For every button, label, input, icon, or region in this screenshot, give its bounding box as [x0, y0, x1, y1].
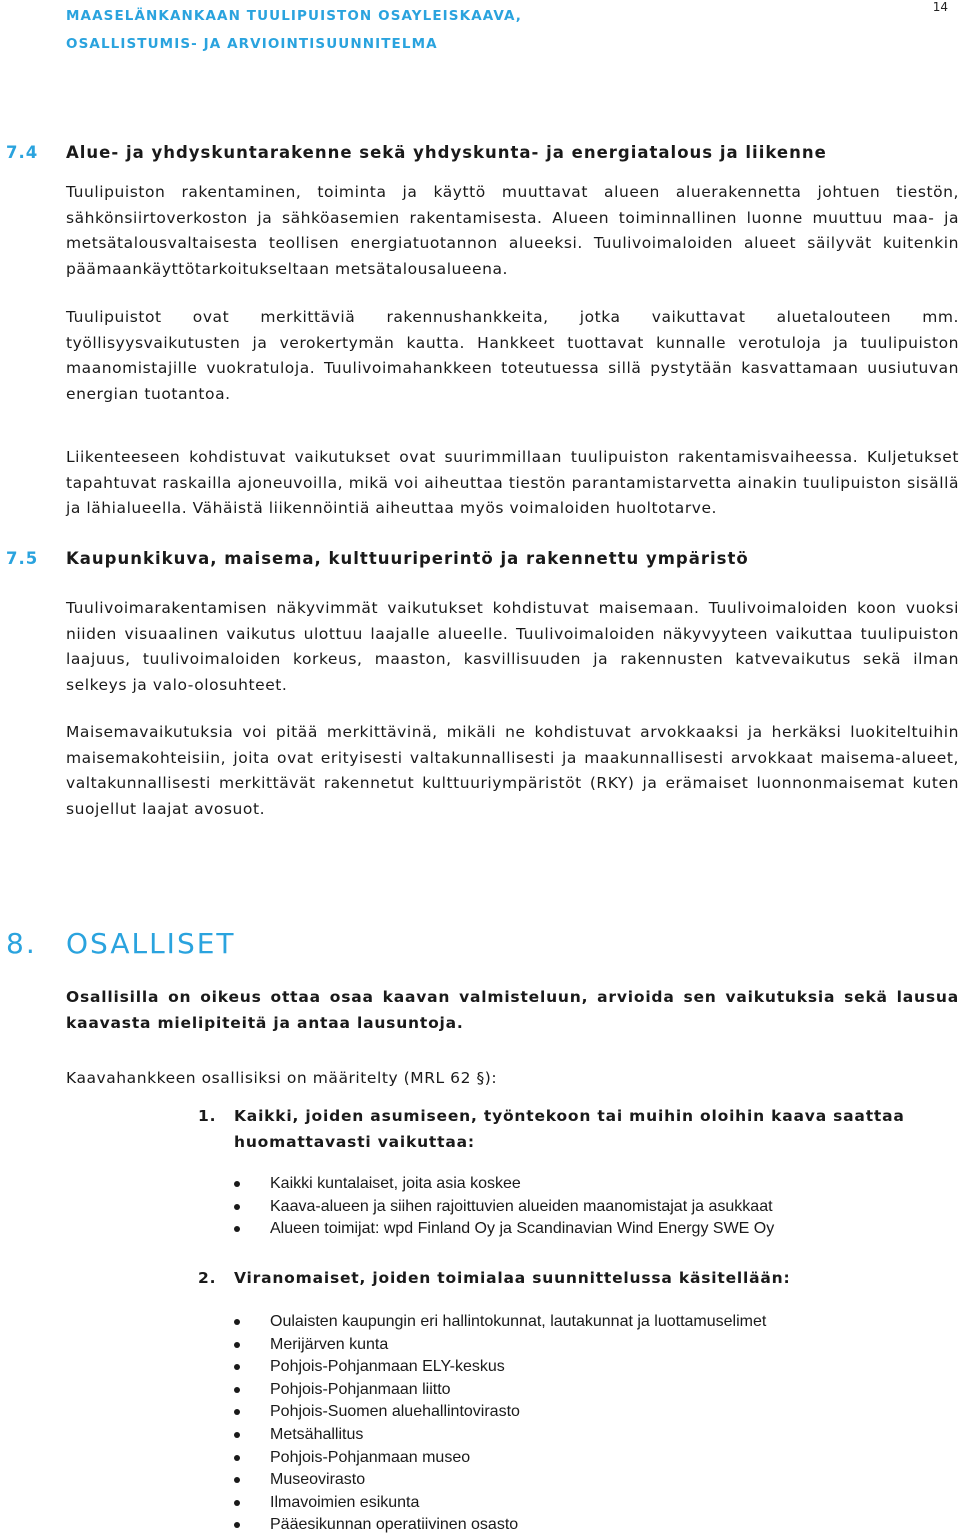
section-7-4-paragraph-3: Liikenteeseen kohdistuvat vaikutukset ovat suurimmillaan tuulipuiston rakentamisvaiheessa. Kuljetukset tapahtuvat raskailla ajoneuvoilla, mikä voi aiheuttaa tiestön parantamistarvetta ainakin tuulipuiston sisällä ja lähialueella. Vähäistä liikennöintiä aiheuttaa myös voimaloiden huoltotarve.	[66, 448, 959, 517]
section-7-5-heading	[6, 549, 749, 568]
section-7-4-title: Alue- ja yhdyskuntarakenne sekä yhdyskunta- ja energiatalous ja liikenne	[66, 143, 827, 162]
section-7-4-paragraph-2: Tuulipuistot ovat merkittäviä rakennushankkeita, jotka vaikuttavat aluetalouteen mm. työllisyysvaikutusten ja verokertymän kautta. Hankkeet tuottavat kunnalle verotuloja ja tuulipuiston maanomistajille vuokratuloja. Tuulivoimahankkeen toteutuessa sillä pystytään kasvattamaan uusiutuvan energian tuotantoa.	[66, 308, 959, 403]
section-8-heading	[6, 927, 236, 960]
group-2-number: 2.	[198, 1269, 217, 1287]
bullet-icon	[234, 1319, 240, 1325]
bullet-icon	[234, 1181, 240, 1187]
bullet-icon	[234, 1500, 240, 1506]
section-7-4-number: 7.4	[6, 143, 39, 162]
section-8-title: OSALLISET	[66, 927, 236, 960]
list-item: Alueen toimijat: wpd Finland Oy ja Scandinavian Wind Energy SWE Oy	[230, 1218, 774, 1241]
list-item: Pohjois-Suomen aluehallintovirasto	[230, 1401, 766, 1424]
section-7-5-number: 7.5	[6, 549, 39, 568]
bullet-icon	[234, 1432, 240, 1438]
section-8-number: 8.	[6, 927, 37, 960]
group-1-list	[230, 1173, 774, 1241]
page-number: 14	[932, 0, 948, 14]
header-title-line2: OSALLISTUMIS- JA ARVIOINTISUUNNITELMA	[66, 36, 438, 52]
group-1-title: Kaikki, joiden asumiseen, työntekoon tai muihin oloihin kaava saattaa huomattavasti vaikuttaa:	[234, 1107, 905, 1151]
bullet-icon	[234, 1342, 240, 1348]
group-1-number: 1.	[198, 1107, 217, 1125]
list-item: Kaikki kuntalaiset, joita asia koskee	[230, 1173, 774, 1196]
list-item: Pääesikunnan operatiivinen osasto	[230, 1514, 766, 1537]
bullet-icon	[234, 1522, 240, 1528]
bullet-icon	[234, 1477, 240, 1483]
section-7-4-paragraph-1: Tuulipuiston rakentaminen, toiminta ja käyttö muuttavat alueen aluerakennetta johtuen tiestön, sähkönsiirtoverkoston ja sähköasemien rakentamisesta. Alueen toiminnallinen luonne muuttuu maa- ja metsätalousvaltaisesta teollisen energiatuotannon alueeksi. Tuulivoimaloiden alueet säilyvät kuitenkin päämaankäyttötarkoitukseltaan metsätalousalueena.	[66, 183, 959, 278]
section-7-5-title: Kaupunkikuva, maisema, kulttuuriperintö ja rakennettu ympäristö	[66, 549, 749, 568]
group-2-list	[230, 1311, 766, 1537]
section-8-intro: Osallisilla on oikeus ottaa osaa kaavan valmisteluun, arvioida sen vaikutuksia sekä lausua kaavasta mielipiteitä ja antaa lausuntoja.	[66, 988, 959, 1032]
bullet-icon	[234, 1204, 240, 1210]
list-item: Pohjois-Pohjanmaan liitto	[230, 1379, 766, 1402]
bullet-icon	[234, 1226, 240, 1232]
group-2-title: Viranomaiset, joiden toimialaa suunnittelussa käsitellään:	[234, 1269, 791, 1287]
header-title-line1: MAASELÄNKANKAAN TUULIPUISTON OSAYLEISKAAVA,	[66, 8, 523, 24]
list-item: Kaava-alueen ja siihen rajoittuvien alueiden maanomistajat ja asukkaat	[230, 1196, 774, 1219]
bullet-icon	[234, 1364, 240, 1370]
list-item: Pohjois-Pohjanmaan museo	[230, 1447, 766, 1470]
bullet-icon	[234, 1409, 240, 1415]
list-item: Merijärven kunta	[230, 1334, 766, 1357]
bullet-icon	[234, 1387, 240, 1393]
list-item: Museovirasto	[230, 1469, 766, 1492]
bullet-icon	[234, 1455, 240, 1461]
list-item: Pohjois-Pohjanmaan ELY-keskus	[230, 1356, 766, 1379]
section-8-definition: Kaavahankkeen osallisiksi on määritelty (MRL 62 §):	[66, 1069, 498, 1087]
list-item: Oulaisten kaupungin eri hallintokunnat, lautakunnat ja luottamuselimet	[230, 1311, 766, 1334]
section-7-5-paragraph-2: Maisemavaikutuksia voi pitää merkittävinä, mikäli ne kohdistuvat arvokkaaksi ja herkäksi luokiteltuihin maisemakohteisiin, joita ovat erityisesti valtakunnallisesti ja maakunnallisesti arvokkaat maisema-alueet, valtakunnallisesti merkittävät rakennetut kulttuuriympäristöt (RKY) ja erämaiset luonnonmaisemat kuten suojellut laajat avosuot.	[66, 723, 959, 818]
list-item: Ilmavoimien esikunta	[230, 1492, 766, 1515]
section-7-5-paragraph-1: Tuulivoimarakentamisen näkyvimmät vaikutukset kohdistuvat maisemaan. Tuulivoimaloiden koon vuoksi niiden visuaalinen vaikutus ulottuu laajalle alueelle. Tuulivoimaloiden näkyvyyteen vaikuttaa tuulipuiston laajuus, tuulivoimaloiden korkeus, maaston, kasvillisuuden ja rakennusten katvevaikutus sekä ilman selkeys ja valo-olosuhteet.	[66, 599, 959, 694]
section-7-4-heading	[6, 143, 827, 162]
list-item: Metsähallitus	[230, 1424, 766, 1447]
